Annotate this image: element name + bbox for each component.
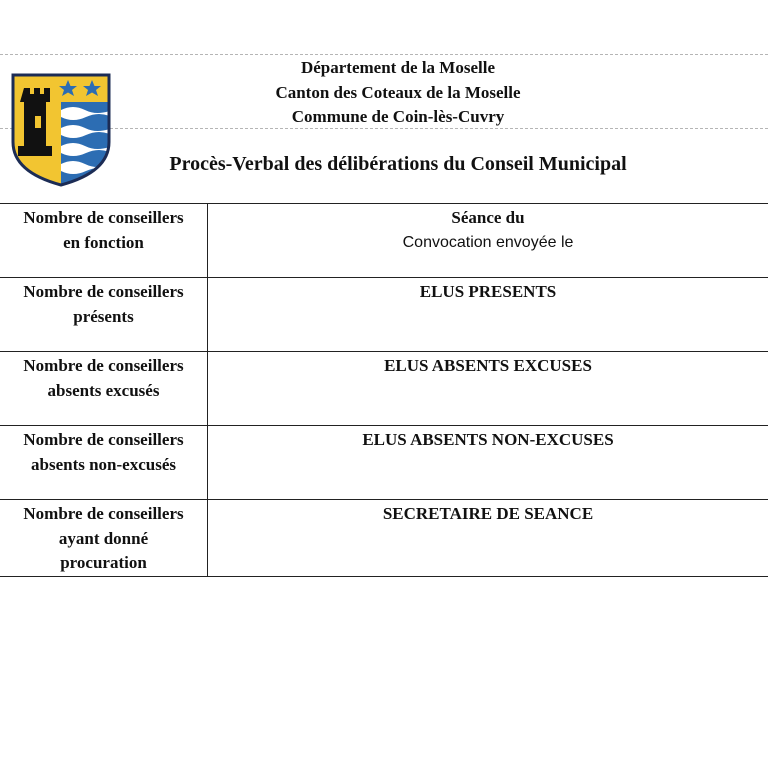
section-cell <box>208 278 768 352</box>
elus-presents-heading: ELUS PRESENTS <box>419 282 557 301</box>
departement-line: Département de la Moselle <box>300 58 496 77</box>
count-label-cell <box>0 426 208 500</box>
commune-line: Commune de Coin-lès-Cuvry <box>291 107 505 126</box>
section-cell <box>208 352 768 426</box>
secretaire-de-seance-heading: SECRETAIRE DE SEANCE <box>382 504 594 523</box>
header-divider-top <box>0 54 768 55</box>
table-row <box>0 352 768 426</box>
count-label-line: ayant donné <box>58 528 149 548</box>
deliberation-summary-table <box>0 203 768 577</box>
count-label-line: Nombre de conseillers <box>23 504 184 523</box>
count-label-line: absents non-excusés <box>31 454 176 474</box>
count-label-line: en fonction <box>63 232 144 252</box>
table-row <box>0 278 768 352</box>
section-cell <box>208 426 768 500</box>
elus-absents-excuses-heading: ELUS ABSENTS EXCUSES <box>384 356 592 375</box>
header-block <box>170 56 626 130</box>
section-cell <box>208 500 768 577</box>
elus-absents-non-excuses-heading: ELUS ABSENTS NON-EXCUSES <box>362 430 614 449</box>
count-label-cell <box>0 204 208 278</box>
count-label-line: absents excusés <box>47 380 160 400</box>
table-row <box>0 426 768 500</box>
count-label-cell <box>0 278 208 352</box>
document-title: Procès-Verbal des délibérations du Conseil Municipal <box>169 153 627 175</box>
count-label-cell <box>0 500 208 577</box>
count-label-line: présents <box>73 306 134 326</box>
section-cell <box>208 204 768 278</box>
count-label-line: procuration <box>60 553 147 572</box>
count-label-line: Nombre de conseillers <box>23 208 184 227</box>
count-label-line: Nombre de conseillers <box>23 430 184 449</box>
table-row <box>0 500 768 577</box>
seance-heading: Séance du <box>451 208 525 227</box>
canton-line: Canton des Coteaux de la Moselle <box>275 82 521 102</box>
count-label-line: Nombre de conseillers <box>23 282 184 301</box>
count-label-cell <box>0 352 208 426</box>
convocation-line: Convocation envoyée le <box>402 233 574 251</box>
coat-of-arms-icon <box>10 72 112 188</box>
count-label-line: Nombre de conseillers <box>23 356 184 375</box>
table-row <box>0 204 768 278</box>
